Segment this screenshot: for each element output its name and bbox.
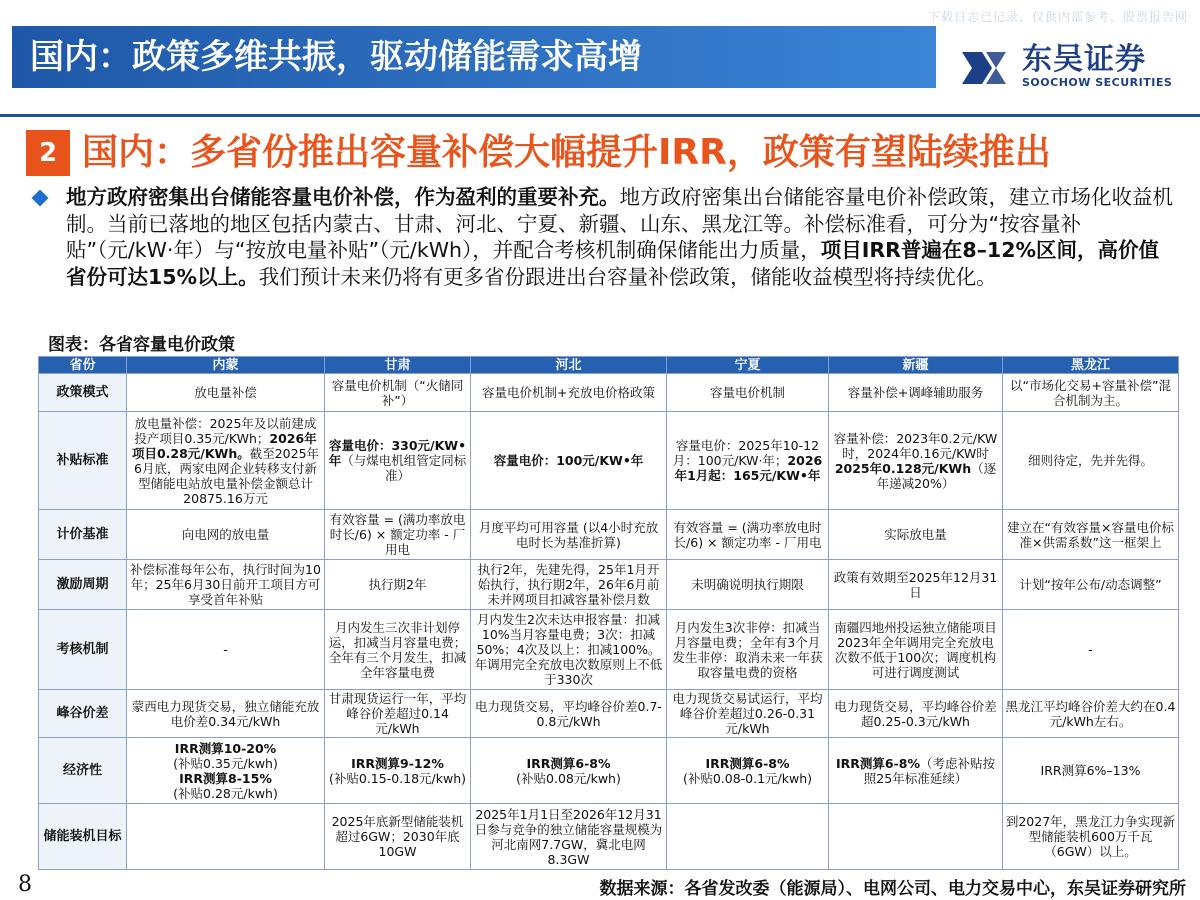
table-cell (325, 412, 471, 510)
row-label: 储能装机目标 (39, 804, 127, 870)
table-cell (667, 738, 829, 804)
row-label: 激励周期 (39, 560, 127, 610)
header-cell: 河北 (471, 357, 667, 374)
cell-text-bold: IRR测算6-8% (835, 755, 920, 771)
table-cell (829, 412, 1003, 510)
table-cell: 月度平均可用容量 (以4小时充放电时长为基准折算) (471, 510, 667, 560)
header-cell: 新疆 (829, 357, 1003, 374)
header-cell: 宁夏 (667, 357, 829, 374)
table-cell: 甘肃现货运行一年，平均峰谷价差超过0.14元/kWh (325, 690, 471, 738)
cell-text-bold: IRR测算8-15% (179, 770, 272, 786)
table-cell: 以“市场化交易+容量补偿”混合机制为主。 (1003, 374, 1179, 412)
table-cell: 电力现货交易试运行，平均峰谷价差超过0.26-0.31元/kWh (667, 690, 829, 738)
cell-text-bold: 2026年1月起：165元/KW•年 (674, 453, 823, 483)
logo-english-name: SOOCHOW SECURITIES (1022, 76, 1173, 89)
table-header-row (39, 357, 1179, 374)
province-policy-table (38, 356, 1179, 870)
company-logo (958, 42, 1186, 94)
table-cell: 月内发生三次非计划停运，扣减当月容量电费；全年有三个月发生，扣减全年容量电费 (325, 610, 471, 690)
page-number: 8 (18, 872, 32, 897)
soochow-logo-icon (958, 42, 1010, 94)
table-row (39, 738, 1179, 804)
cell-text-bold: IRR测算10-20% (174, 740, 277, 756)
data-source-note: 数据来源：各省发改委（能源局）、电网公司、电力交易中心，东吴证券研究所 (599, 879, 1186, 899)
bullet-diamond-icon (32, 190, 49, 207)
table-row (39, 510, 1179, 560)
cell-text: 容量补偿：2023年0.2元/KW时，2024年0.16元/KW时 (833, 430, 998, 461)
table-cell: 电力现货交易，平均峰谷价差超0.25-0.3元/kWh (829, 690, 1003, 738)
table-row (39, 610, 1179, 690)
table-cell: 执行2年，先建先得，25年1月开始执行，执行期2年，26年6月前未并网项目扣减容量补偿月数 (471, 560, 667, 610)
row-label: 峰谷价差 (39, 690, 127, 738)
table-row (39, 374, 1179, 412)
cell-text-bold: 容量电价：100元/KW•年 (493, 453, 644, 468)
table-cell: 执行期2年 (325, 560, 471, 610)
cell-text: (补贴0.28元/kwh) (173, 785, 278, 801)
table-row (39, 690, 1179, 738)
table-cell: 月内发生2次未达申报容量：扣减10%当月容量电费；3次：扣减50%；4次及以上：扣减100%。年调用完全充放电次数原则上不低于330次 (471, 610, 667, 690)
table-cell: 有效容量 = (满功率放电时长/6) × 额定功率 - 厂用电 (325, 510, 471, 560)
paragraph-text-1: 地方政府密集出台储能容量电价补偿政策，建立市场化收益机制。当前已落地的地区包括内蒙古、甘肃、河北、宁夏、新疆、山东、黑龙江等。补偿标准看，可分为“按容量补贴”（元/kW·年）与“按放电量补贴”（元/kWh），并配合考核机制确保储能出力质量， (66, 185, 1173, 262)
cell-text: （与煤电机组管定同标准） (341, 453, 467, 483)
table-cell: 计划“按年公布/动态调整” (1003, 560, 1179, 610)
table-cell: 建立在“有效容量×容量电价标准×供需系数”这一框架上 (1003, 510, 1179, 560)
header-divider (0, 114, 1200, 117)
table-cell: 南疆四地州投运独立储能项目2023年全年调用完全充放电次数不低于100次；调度机构可进行调度测试 (829, 610, 1003, 690)
cell-text: 截至2025年6月底，两家电网企业转移支付新型储能电站放电量补偿金额总计20875.16万元 (134, 445, 320, 506)
table-cell: IRR测算6%–13% (1003, 738, 1179, 804)
section-number-badge: 2 (26, 130, 70, 176)
cell-text: (补贴0.08元/kwh) (516, 770, 621, 786)
table-cell (471, 412, 667, 510)
table-cell: 蒙西电力现货交易，独立储能充放电价差0.34元/kWh (127, 690, 325, 738)
table-cell (667, 804, 829, 870)
table-cell: 政策有效期至2025年12月31日 (829, 560, 1003, 610)
table-cell: 向电网的放电量 (127, 510, 325, 560)
table-cell: 电力现货交易，平均峰谷价差0.7-0.8元/kWh (471, 690, 667, 738)
table-cell: 容量电价机制+充放电价格政策 (471, 374, 667, 412)
table-cell: 容量电价机制（“火储同补”） (325, 374, 471, 412)
cell-text: （考虑补贴按照25年标准延续） (863, 755, 996, 786)
logo-chinese-name: 东吴证券 (1022, 42, 1146, 77)
table-cell: 未明确说明执行期限 (667, 560, 829, 610)
table-row (39, 804, 1179, 870)
paragraph-lead-bold: 地方政府密集出台储能容量电价补偿，作为盈利的重要补充。 (66, 185, 620, 209)
cell-text-bold: IRR测算6-8% (705, 755, 790, 771)
table-cell (127, 412, 325, 510)
header-cell: 黑龙江 (1003, 357, 1179, 374)
table-cell: 容量电价机制 (667, 374, 829, 412)
cell-text: （逐年递减20%） (876, 460, 997, 491)
table-cell: - (1003, 610, 1179, 690)
section-title: 国内：多省份推出容量补偿大幅提升IRR，政策有望陆续推出 (82, 132, 1051, 173)
header-cell: 省份 (39, 357, 127, 374)
paragraph-text-2: 我们预计未来仍将有更多省份跟进出台容量补偿政策，储能收益模型将持续优化。 (258, 264, 997, 289)
page-title: 国内：政策多维共振，驱动储能需求高增 (30, 37, 642, 77)
row-label: 计价基准 (39, 510, 127, 560)
cell-text-bold: 容量电价：330元/KW•年 (328, 438, 467, 468)
table-cell: - (127, 610, 325, 690)
table-cell: 2025年底新型储能装机超过6GW；2030年底10GW (325, 804, 471, 870)
table-cell (127, 804, 325, 870)
title-banner (12, 26, 936, 88)
table-cell: 补偿标准每年公布，执行时间为10年；25年6月30日前开工项目方可享受首年补贴 (127, 560, 325, 610)
row-label: 补贴标准 (39, 412, 127, 510)
cell-text-bold: 2026年项目0.28元/KWh。 (131, 430, 317, 461)
table-cell: 到2027年，黑龙江力争实现新型储能装机600万千瓦（6GW）以上。 (1003, 804, 1179, 870)
table-cell: 容量补偿+调峰辅助服务 (829, 374, 1003, 412)
cell-text: 容量电价：2025年10-12月：100元/KW·年； (672, 438, 820, 468)
cell-text-bold: IRR测算6-8% (526, 755, 611, 771)
cell-text: (补贴0.08-0.1元/kwh) (682, 770, 813, 786)
watermark-text: 下载日志已记录，仅供内部参考，股票报告网 (927, 10, 1188, 24)
paragraph-bold-2: 项目IRR普遍在8–12%区间，高价值省份可达15%以上。 (66, 238, 1159, 289)
table-cell (829, 738, 1003, 804)
cell-text: 放电量补偿：2025年及以前建成投产项目0.35元/KWh； (134, 415, 317, 446)
table-cell: 实际放电量 (829, 510, 1003, 560)
table-cell: 月内发生3次非停：扣减当月容量电费；全年有3个月发生非停：取消未来一年获取容量电费的资格 (667, 610, 829, 690)
table-cell (829, 804, 1003, 870)
cell-text: (补贴0.15-0.18元/kwh) (328, 770, 467, 786)
header-cell: 甘肃 (325, 357, 471, 374)
row-label: 考核机制 (39, 610, 127, 690)
row-label: 经济性 (39, 738, 127, 804)
table-cell: 有效容量 = (满功率放电时长/6) × 额定功率 - 厂用电 (667, 510, 829, 560)
cell-text-bold: IRR测算9-12% (351, 755, 444, 771)
cell-text-bold: 2025年0.128元/KWh (834, 460, 972, 476)
table-row (39, 412, 1179, 510)
table-cell: 细则待定，先并先得。 (1003, 412, 1179, 510)
header-cell: 内蒙 (127, 357, 325, 374)
table-cell: 2025年1月1日至2026年12月31日参与竞争的独立储能容量规模为河北南网7.7GW，冀北电网8.3GW (471, 804, 667, 870)
table-cell (325, 738, 471, 804)
table-cell: 放电量补偿 (127, 374, 325, 412)
table-cell (471, 738, 667, 804)
table-cell (127, 738, 325, 804)
table-cell: 黑龙江平均峰谷价差大约在0.4元/kWh左右。 (1003, 690, 1179, 738)
summary-paragraph (66, 184, 1178, 290)
cell-text: (补贴0.35元/kwh) (173, 755, 278, 771)
table-cell (667, 412, 829, 510)
table-row (39, 560, 1179, 610)
row-label: 政策模式 (39, 374, 127, 412)
figure-title: 图表：各省容量电价政策 (48, 335, 235, 355)
